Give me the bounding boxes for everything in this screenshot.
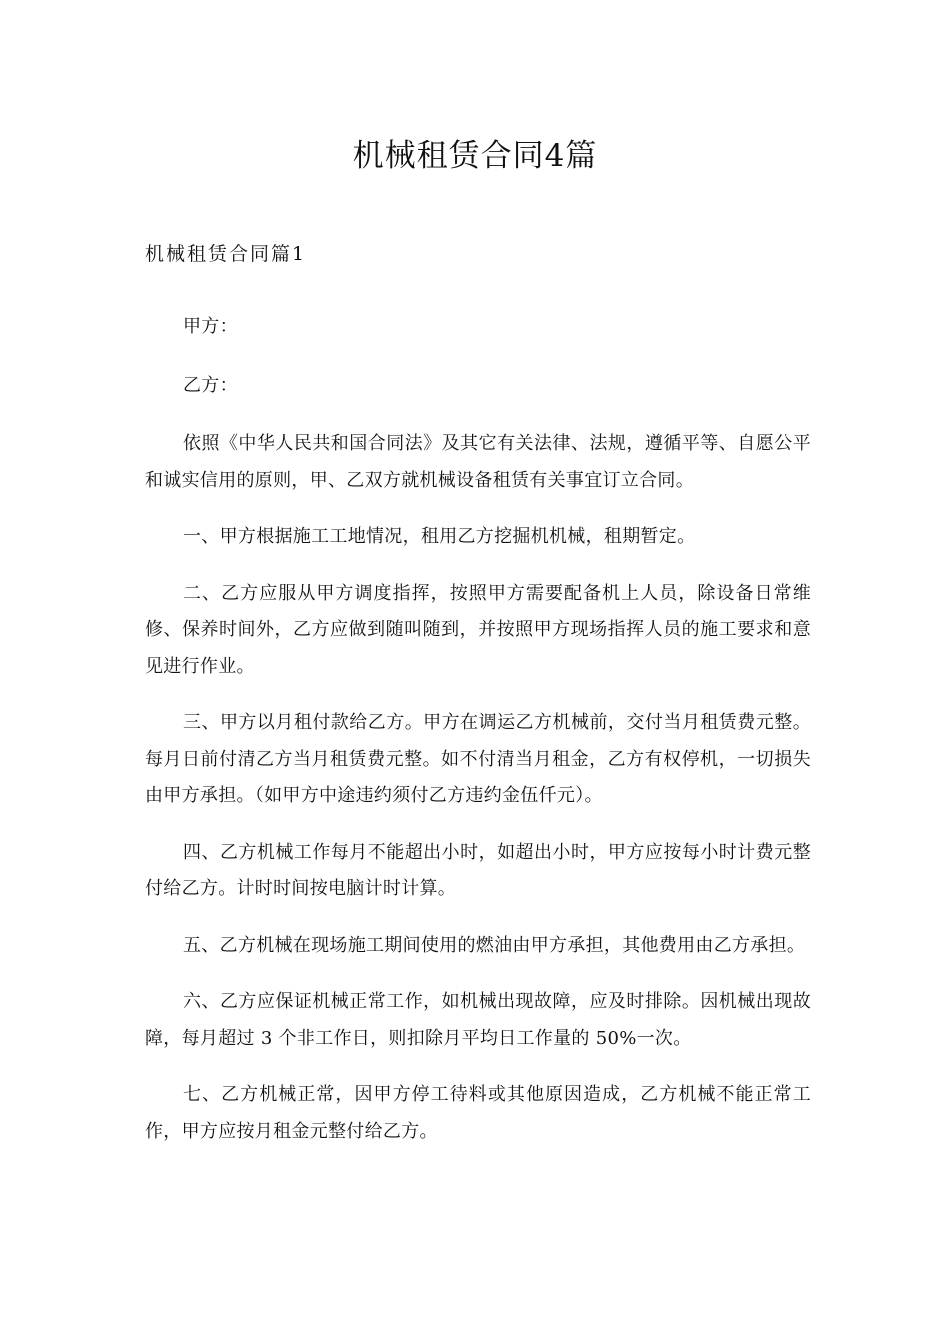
- paragraph-clause-5: 五、乙方机械在现场施工期间使用的燃油由甲方承担，其他费用由乙方承担。: [183, 934, 806, 956]
- paragraph-clause-7: 七、乙方机械正常，因甲方停工待料或其他原因造成，乙方机械不能正常工作，甲方应按月租金元整付给乙方。: [145, 1084, 811, 1142]
- document-title: 机械租赁合同4篇: [352, 138, 598, 174]
- party-b-line: 乙方：: [183, 374, 238, 396]
- section-heading: 机械租赁合同篇1: [145, 243, 307, 265]
- contract-body: [145, 309, 811, 1150]
- paragraph-clause-4: 四、乙方机械工作每月不能超出小时，如超出小时，甲方应按每小时计费元整付给乙方。计时时间按电脑计时计算。: [145, 841, 811, 899]
- paragraph-preamble: 依照《中华人民共和国合同法》及其它有关法律、法规，遵循平等、自愿公平和诚实信用的原则，甲、乙双方就机械设备租赁有关事宜订立合同。: [145, 433, 811, 491]
- paragraph-clause-3: 三、甲方以月租付款给乙方。甲方在调运乙方机械前，交付当月租赁费元整。每月日前付清乙方当月租赁费元整。如不付清当月租金，乙方有权停机，一切损失由甲方承担。（如甲方中途违约须付乙方违约金伍仟元）。: [145, 712, 811, 806]
- paragraph-clause-6: 六、乙方应保证机械正常工作，如机械出现故障，应及时排除。因机械出现故障，每月超过 3 个非工作日，则扣除月平均日工作量的 50%一次。: [145, 991, 811, 1049]
- party-a-line: 甲方：: [183, 316, 238, 337]
- paragraph-clause-2: 二、乙方应服从甲方调度指挥，按照甲方需要配备机上人员，除设备日常维修、保养时间外，乙方应做到随叫随到，并按照甲方现场指挥人员的施工要求和意见进行作业。: [145, 582, 811, 677]
- paragraph-clause-1: 一、甲方根据施工工地情况，租用乙方挖掘机机械，租期暂定。: [183, 526, 696, 547]
